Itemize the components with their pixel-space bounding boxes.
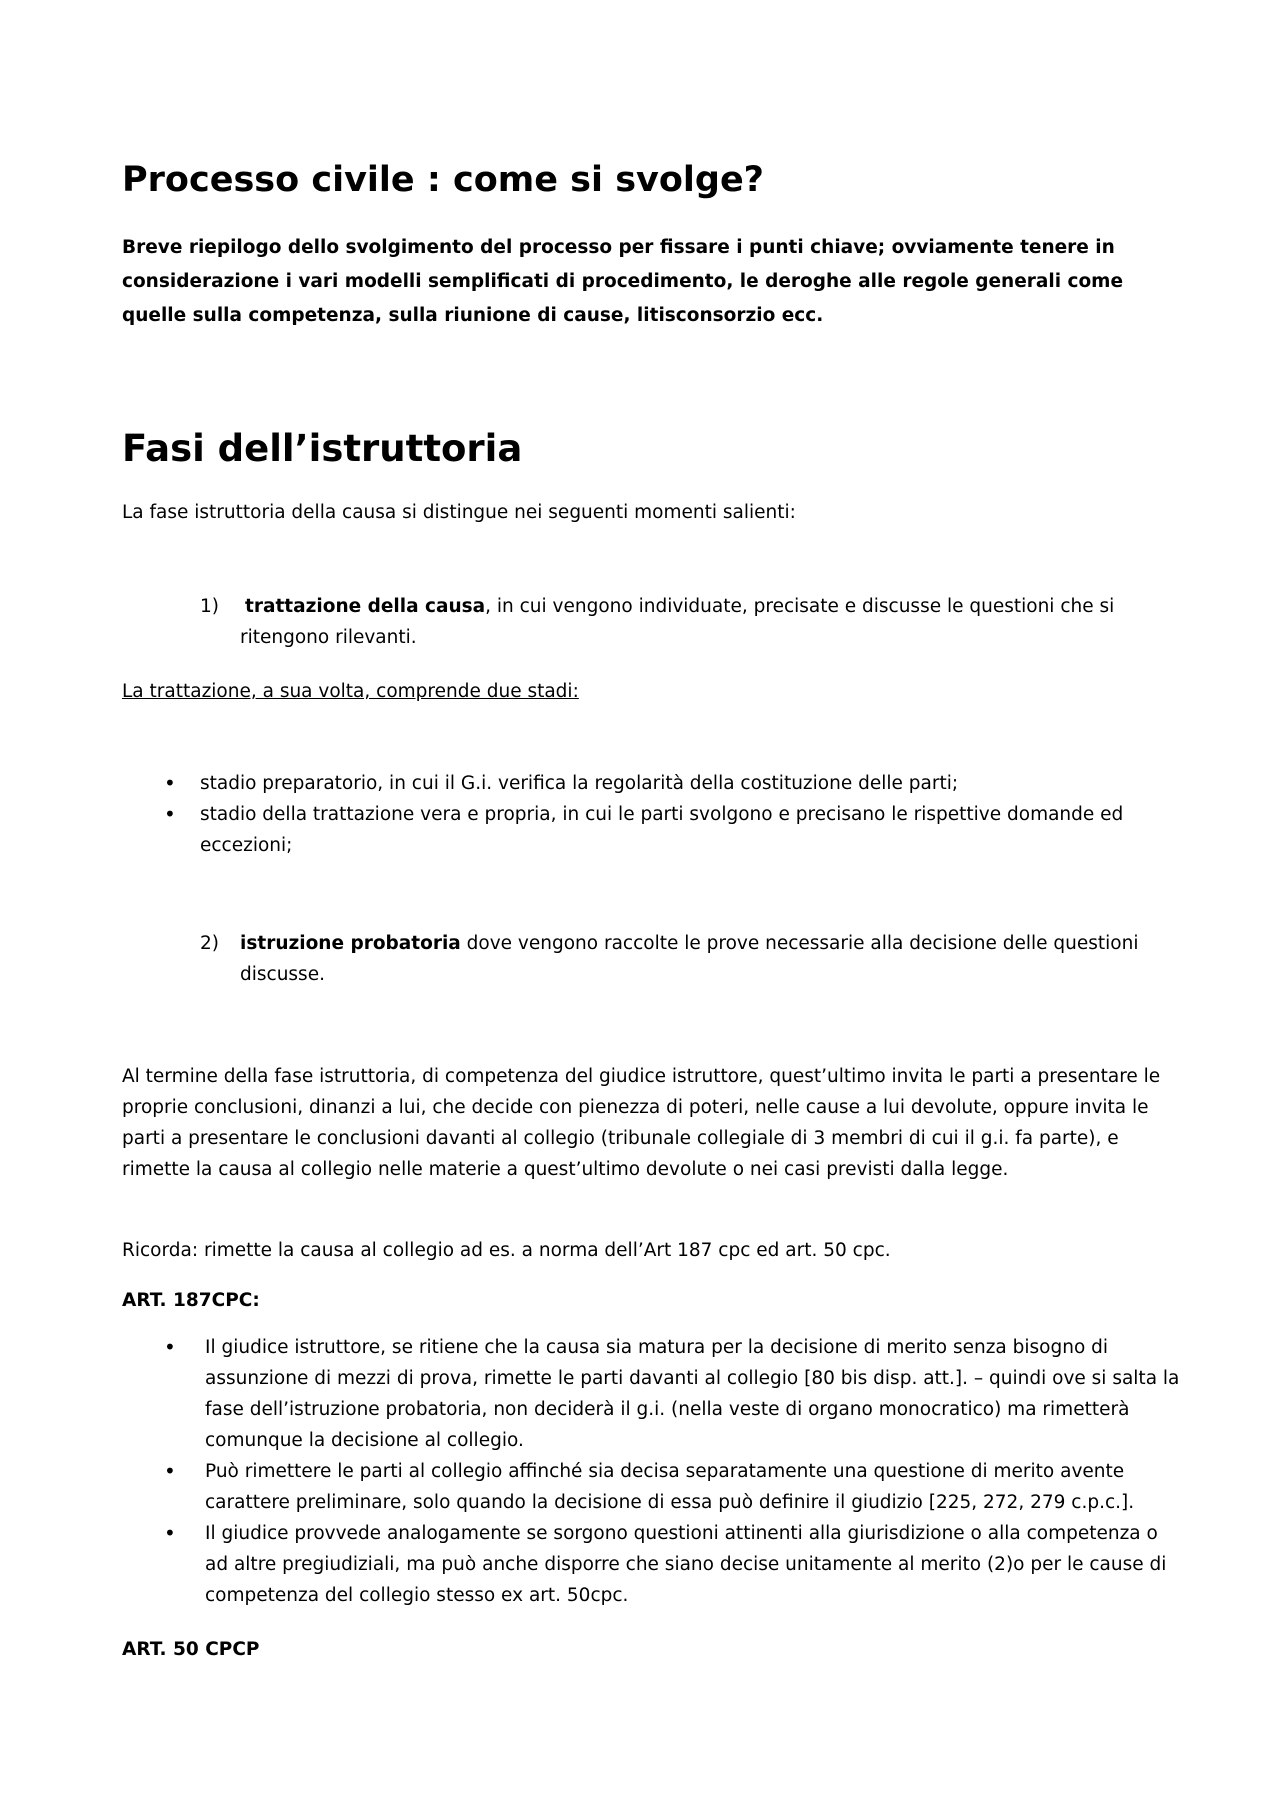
stadio-item: stadio della trattazione vera e propria, in cui le parti svolgono e precisano le rispettive domande ed eccezioni; [200, 804, 1124, 856]
art187-item: Il giudice istruttore, se ritiene che la causa sia matura per la decisione di merito senza bisogno di assunzione di mezzi di prova, rimette le parti davanti al collegio [80 bis disp. att.]. – quindi ove si salta la fase dell’istruzione probatoria, non deciderà il g.i. (nella veste di organo monocratico) ma rimetterà comunque la decisione al collegio. [205, 1337, 1180, 1451]
item-bold: trattazione della causa [245, 596, 486, 617]
bullet-icon: • [164, 1521, 176, 1545]
item-text [240, 928, 1200, 990]
numbered-item-2 [0, 928, 1280, 998]
bullet-icon: • [164, 771, 176, 795]
termine-paragraph: Al termine della fase istruttoria, di competenza del giudice istruttore, quest’ultimo invita le parti a presentare le proprie conclusioni, dinanzi a lui, che decide con pienezza di poteri, nelle cause a lui devolute, oppure invita le parti a presentare le conclusioni davanti al collegio (tribunale collegiale di 3 membri di cui il g.i. fa parte), e rimette la causa al collegio nelle materie a quest’ultimo devolute o nei casi previsti dalla legge. [122, 1066, 1161, 1180]
item-text [240, 591, 1200, 653]
stadi-list [0, 768, 1280, 868]
item-rest: dove vengono raccolte le prove necessarie alla decisione delle questioni discusse. [240, 933, 1139, 985]
art187-heading: ART. 187CPC: [122, 1290, 260, 1311]
intro-paragraph: Breve riepilogo dello svolgimento del processo per fissare i punti chiave; ovviamente tenere in considerazione i vari modelli semplificati di procedimento, le deroghe alle regole generali come quelle sulla competenza, sulla riunione di cause, litisconsorzio ecc. [122, 237, 1124, 326]
ricorda-paragraph: Ricorda: rimette la causa al collegio ad es. a norma dell’Art 187 cpc ed art. 50 cpc. [122, 1240, 891, 1261]
item-bold: istruzione probatoria [240, 933, 461, 954]
section-intro: La fase istruttoria della causa si distingue nei seguenti momenti salienti: [122, 502, 796, 523]
page-title: Processo civile : come si svolge? [122, 160, 764, 200]
bullet-icon: • [164, 1459, 176, 1483]
item-rest: , in cui vengono individuate, precisate e discusse le questioni che si ritengono rilevanti. [240, 596, 1115, 648]
trattazione-heading: La trattazione, a sua volta, comprende due stadi: [122, 681, 579, 702]
numbered-item-1 [0, 591, 1280, 661]
art187-item: Il giudice provvede analogamente se sorgono questioni attinenti alla giurisdizione o alla competenza o ad altre pregiudiziali, ma può anche disporre che siano decise unitamente al merito (2)o per le cause di competenza del collegio stesso ex art. 50cpc. [205, 1523, 1167, 1606]
art187-item: Può rimettere le parti al collegio affinché sia decisa separatamente una questione di merito avente carattere preliminare, solo quando la decisione di essa può definire il giudizio [225, 272, 279 c.p.c.]. [205, 1461, 1135, 1513]
art187-list [0, 1332, 1280, 1622]
item-number: 2) [200, 933, 219, 954]
bullet-icon: • [164, 1335, 176, 1359]
section-title: Fasi dell’istruttoria [122, 427, 523, 470]
bullet-icon: • [164, 802, 176, 826]
stadio-item: stadio preparatorio, in cui il G.i. verifica la regolarità della costituzione delle parti; [200, 773, 959, 794]
art50-heading: ART. 50 CPCP [122, 1639, 260, 1660]
item-number: 1) [200, 596, 219, 617]
